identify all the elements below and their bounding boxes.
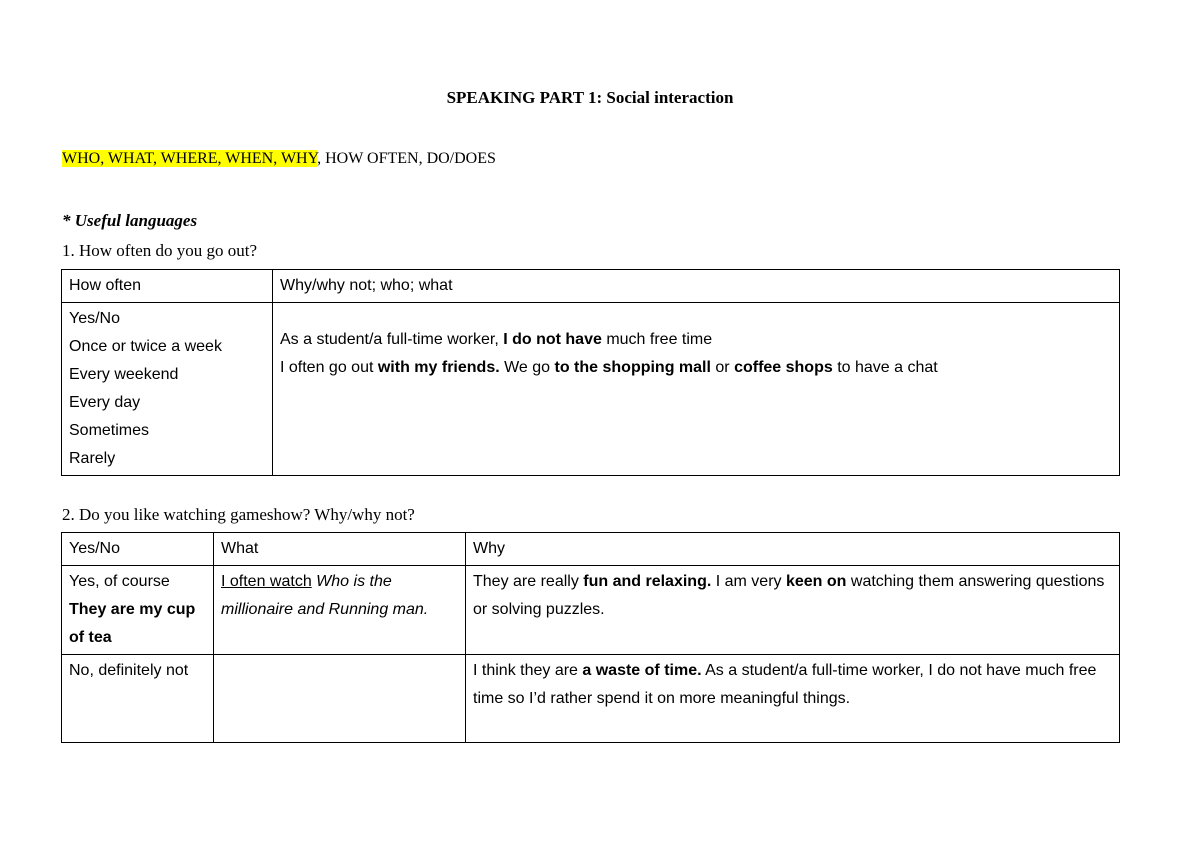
text-part: to have a chat <box>832 359 938 376</box>
bold-phrase: a waste of time. <box>582 662 702 679</box>
page-title: SPEAKING PART 1: Social interaction <box>446 88 734 107</box>
reason-line-2 <box>280 354 1112 382</box>
text-part: As a student/a full-time worker, I do not have much free time so I’d rather spend it on more meaningful things. <box>473 662 1097 707</box>
show-names: Who is the millionaire and Running man. <box>221 573 429 618</box>
text-part: I often go out <box>280 359 378 376</box>
why-cell <box>466 655 1120 743</box>
frequency-item: Once or twice a week <box>69 338 222 355</box>
table-row <box>62 655 1120 743</box>
question-words-rest: , HOW OFTEN, DO/DOES <box>317 150 496 167</box>
question-1: 1. How often do you go out? <box>62 241 258 260</box>
frequency-item: Every weekend <box>69 366 179 383</box>
frequency-list-cell <box>62 303 273 476</box>
bold-phrase: keen on <box>785 573 847 590</box>
table-header-row <box>62 270 1120 303</box>
table-header-row <box>62 533 1120 566</box>
text-part: or <box>710 359 735 376</box>
bold-phrase: to the shopping mall <box>554 359 711 376</box>
reason-cell <box>273 303 1120 476</box>
text-part: I think they are <box>473 662 583 679</box>
what-cell-empty <box>214 655 466 743</box>
frequency-item: Rarely <box>69 450 116 467</box>
frequency-item: Sometimes <box>69 422 150 439</box>
header-how-often: How often <box>62 270 273 303</box>
question-words-line <box>62 150 496 168</box>
bold-phrase: with my friends. <box>377 359 500 376</box>
bold-phrase: I do not have <box>503 331 602 348</box>
table-row <box>62 566 1120 655</box>
underlined-phrase: I often watch <box>221 573 312 590</box>
header-yes-no: Yes/No <box>62 533 214 566</box>
how-often-table <box>61 269 1120 476</box>
header-why: Why <box>466 533 1120 566</box>
frequency-item: Every day <box>69 394 141 411</box>
text-part: much free time <box>601 331 713 348</box>
what-cell <box>214 566 466 655</box>
bold-phrase: fun and relaxing. <box>583 573 712 590</box>
yes-answer: Yes, of course <box>69 573 170 590</box>
question-2: 2. Do you like watching gameshow? Why/why not? <box>62 505 415 524</box>
text-part: As a student/a full-time worker, <box>280 331 504 348</box>
text-part: They are really <box>473 573 584 590</box>
highlighted-question-words: WHO, WHAT, WHERE, WHEN, WHY <box>62 150 318 167</box>
text-part: We go <box>499 359 555 376</box>
reason-line-1 <box>280 326 1112 354</box>
gameshow-table <box>61 532 1120 743</box>
table-row <box>62 303 1120 476</box>
yes-answer-cell <box>62 566 214 655</box>
header-what: What <box>214 533 466 566</box>
useful-languages-heading: * Useful languages <box>62 211 198 230</box>
frequency-item: Yes/No <box>69 310 120 327</box>
text-part: I am very <box>711 573 786 590</box>
no-answer-cell: No, definitely not <box>62 655 214 743</box>
why-cell <box>466 566 1120 655</box>
header-why-who-what: Why/why not; who; what <box>273 270 1120 303</box>
idiom-phrase: They are my cup of tea <box>69 601 196 646</box>
bold-phrase: coffee shops <box>734 359 833 376</box>
text-part: watching them answering questions or solving puzzles. <box>473 573 1105 618</box>
